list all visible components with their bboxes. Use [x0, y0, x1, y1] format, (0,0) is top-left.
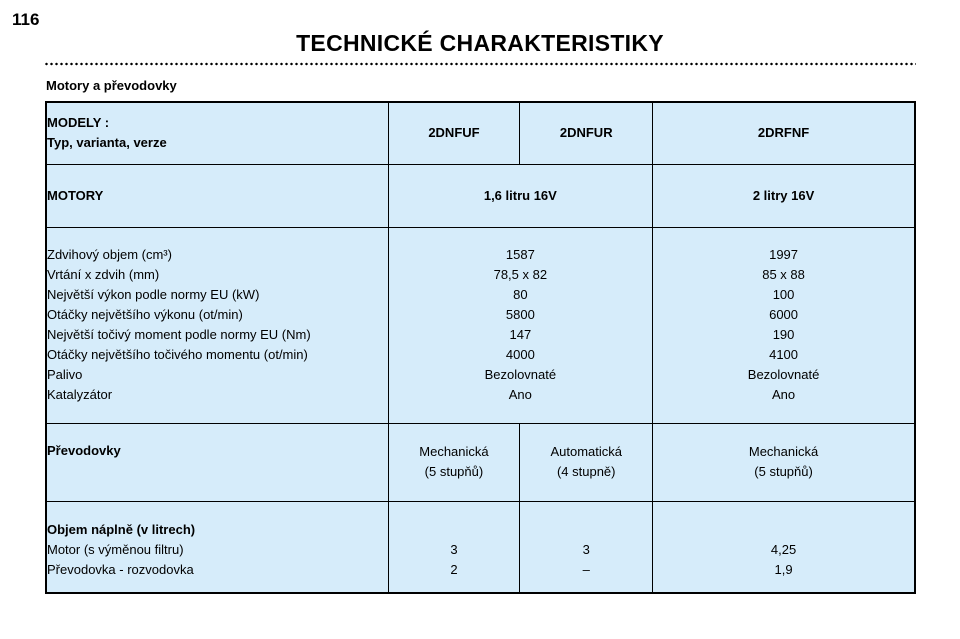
dotted-divider: [44, 62, 916, 66]
capacity-label: Převodovka - rozvodovka: [47, 561, 194, 577]
model-cell: 2DNFUF: [388, 102, 520, 164]
capacity-value: 3: [450, 541, 458, 557]
capacity-value: 2: [450, 561, 458, 577]
spec-value: 190: [772, 327, 795, 342]
section-heading: Motory a převodovky: [46, 78, 177, 93]
model-cell: 2DRFNF: [653, 102, 915, 164]
spec-value: 85 x 88: [762, 267, 805, 282]
spec-value: 1587: [505, 247, 535, 262]
spec-value: 4000: [505, 347, 535, 362]
capacities-row: [46, 501, 915, 593]
gearbox-type: Automatická: [550, 444, 622, 459]
spec-label: Největší točivý moment podle normy EU (Nm): [47, 327, 311, 342]
spec-value: 1997: [769, 247, 799, 262]
gearbox-cell: [653, 423, 915, 501]
gearboxes-label: Převodovky: [46, 423, 388, 501]
page-title: TECHNICKÉ CHARAKTERISTIKY: [296, 30, 664, 56]
spec-label: Katalyzátor: [47, 387, 113, 402]
gearboxes-row: [46, 423, 915, 501]
spec-label: Palivo: [47, 367, 83, 382]
capacities-heading: Objem náplně (v litrech): [47, 521, 196, 537]
spec-value: 80: [513, 287, 528, 302]
spec-value: 4100: [769, 347, 799, 362]
capacities-labels: [46, 501, 388, 593]
spec-label: Otáčky největšího točivého momentu (ot/min): [47, 347, 308, 362]
spec-value: 5800: [505, 307, 535, 322]
spec-value: 78,5 x 82: [493, 267, 548, 282]
models-label-line1: MODELY :: [47, 115, 110, 131]
capacity-value: –: [582, 561, 590, 577]
spec-table: [45, 101, 916, 594]
spec-value: Ano: [771, 387, 796, 402]
capacity-value: 4,25: [770, 541, 797, 557]
capacity-value: 3: [582, 541, 590, 557]
gearbox-cell: [388, 423, 520, 501]
spec-value: Bezolovnaté: [747, 367, 820, 382]
spec-value: 6000: [769, 307, 799, 322]
engines-label: MOTORY: [46, 164, 388, 227]
spec-value: 100: [772, 287, 795, 302]
engines-row: [46, 164, 915, 227]
capacity-cell: [520, 501, 653, 593]
specs-values-2000: [653, 227, 915, 423]
specs-row: [46, 227, 915, 423]
models-row: [46, 102, 915, 164]
spec-label: Zdvihový objem (cm³): [47, 247, 172, 262]
engine-cell: 2 litry 16V: [653, 164, 915, 227]
gearbox-gears: (5 stupňů): [424, 464, 484, 479]
page-number: 116: [12, 10, 40, 29]
spec-label: Největší výkon podle normy EU (kW): [47, 287, 260, 302]
specs-values-1600: [388, 227, 653, 423]
engine-cell: 1,6 litru 16V: [388, 164, 653, 227]
gearbox-type: Mechanická: [748, 444, 819, 459]
capacity-cell: [388, 501, 520, 593]
spec-value: 147: [509, 327, 532, 342]
gearbox-type: Mechanická: [419, 444, 489, 459]
gearbox-cell: [520, 423, 653, 501]
spec-label: Vrtání x zdvih (mm): [47, 267, 160, 282]
gearbox-gears: (5 stupňů): [754, 464, 813, 479]
capacity-value: 1,9: [774, 561, 793, 577]
capacity-cell: [653, 501, 915, 593]
models-label: [46, 102, 388, 164]
capacity-label: Motor (s výměnou filtru): [47, 541, 184, 557]
gearbox-gears: (4 stupně): [556, 464, 616, 479]
models-label-line2: Typ, varianta, verze: [47, 135, 167, 151]
specs-labels: [46, 227, 388, 423]
spec-value: Bezolovnaté: [484, 367, 557, 382]
model-cell: 2DNFUR: [520, 102, 653, 164]
spec-value: Ano: [508, 387, 532, 402]
spec-label: Otáčky největšího výkonu (ot/min): [47, 307, 243, 322]
